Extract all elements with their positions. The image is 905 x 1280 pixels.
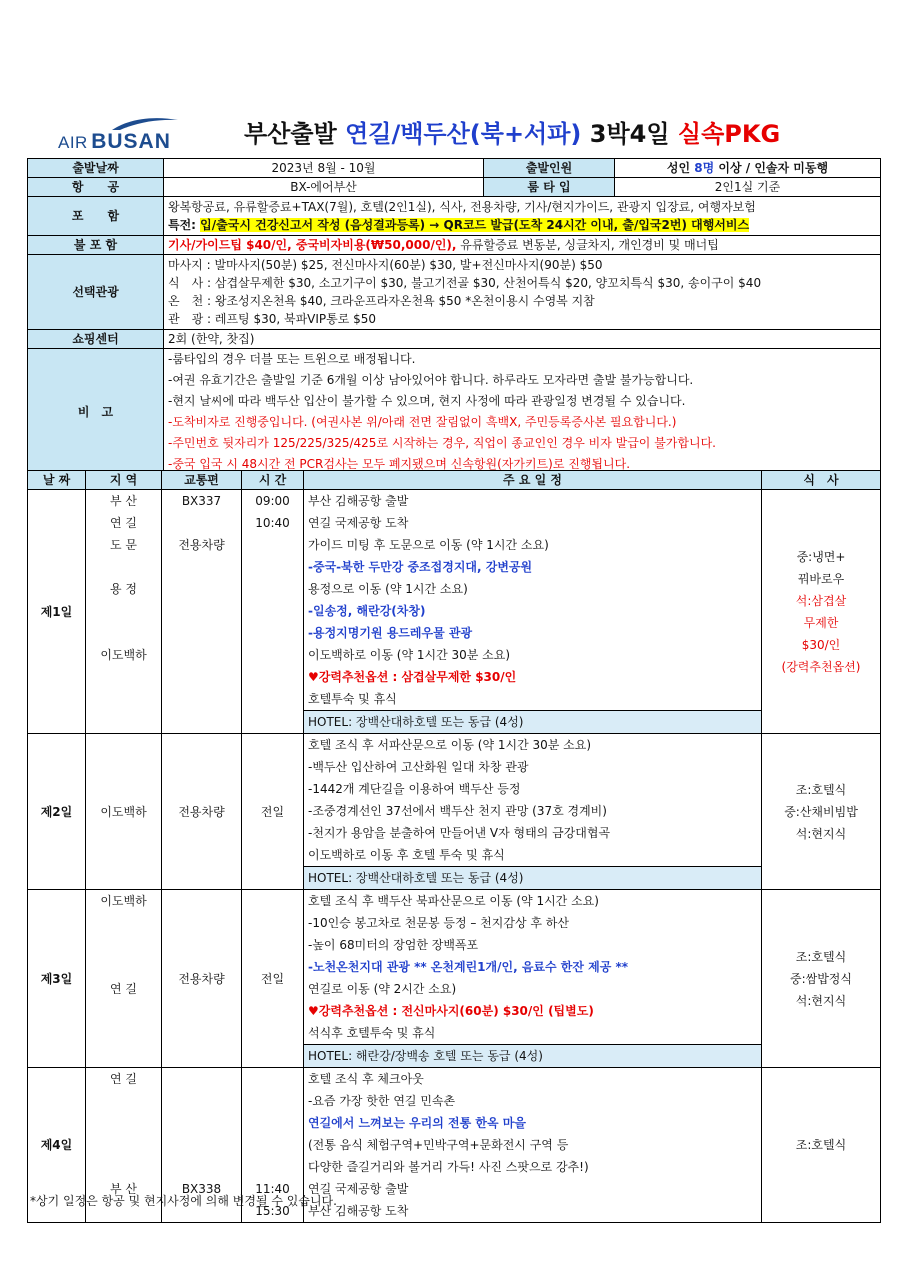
time: 15:30 (255, 1204, 290, 1218)
option-tour: 관 광 : 레프팅 $30, 북파VIP통로 $50 (168, 312, 377, 326)
exclude-label: 불 포 함 (28, 236, 164, 255)
meal: 무제한 (803, 615, 839, 630)
airline-label: 항 공 (28, 178, 164, 197)
itinerary-line: -중국-북한 두만강 중조접경지대, 강변공원 (308, 560, 533, 574)
itinerary-line: 연길로 이동 (약 2시간 소요) (308, 982, 457, 996)
day-label: 제3일 (28, 890, 86, 1068)
region: 부 산 (110, 494, 137, 508)
itinerary-line: -1442개 계단길을 이용하여 백두산 등정 (308, 782, 521, 796)
itinerary-line: 호텔 조식 후 백두산 북파산문으로 이동 (약 1시간 소요) (308, 894, 599, 908)
shopping-label: 쇼핑센터 (28, 330, 164, 349)
airline-value: BX-에어부산 (164, 178, 484, 197)
itinerary-line: -용정지명기원 용드레우물 관광 (308, 626, 473, 640)
itinerary-line: -높이 68미터의 장엄한 장백폭포 (308, 938, 479, 952)
itinerary-line: 연길 국제공항 도착 (308, 516, 409, 530)
meal: 조:호텔식 (795, 782, 847, 797)
title-part4: 실속PKG (677, 120, 781, 148)
option-value (164, 255, 881, 330)
time: 전일 (242, 734, 304, 890)
time: 09:00 (255, 494, 290, 508)
meal: 조:호텔식 (795, 949, 847, 964)
exclude-rest: 유류할증료 변동분, 싱글차지, 개인경비 및 매너팁 (456, 238, 719, 252)
region: 이도백하 (86, 734, 162, 890)
itinerary-line: 이도백하로 이동 후 호텔 투숙 및 휴식 (308, 848, 505, 862)
day4-itinerary (304, 1068, 762, 1223)
region: 부 산 (110, 1182, 137, 1196)
include-line1: 왕복항공료, 유류할증료+TAX(7월), 호텔(2인1실), 식사, 전용차량, 기사/현지가이드, 관광지 입장료, 여행자보험 (168, 200, 756, 214)
transport: BX337 (181, 494, 222, 508)
itinerary-line: -일송정, 해란강(차창) (308, 604, 426, 618)
time: 11:40 (255, 1182, 290, 1196)
itinerary-line: -조중경계선인 37선에서 백두산 천지 관망 (37호 경계비) (308, 804, 607, 818)
air-busan-logo (58, 116, 183, 156)
title-part2: 연길/백두산(북+서파) (345, 120, 582, 148)
include-bonus-label: 특전: (168, 218, 201, 232)
day3-regions (86, 890, 162, 1068)
title-part3: 3박4일 (589, 120, 670, 148)
hotel-line: HOTEL: 해란강/장백송 호텔 또는 동급 (4성) (304, 1044, 761, 1067)
itinerary-line: 이도백하로 이동 (약 1시간 30분 소요) (308, 648, 511, 662)
itinerary-line: 호텔투숙 및 휴식 (308, 692, 397, 706)
meal: 중:냉면+ (796, 549, 846, 564)
depart-date-label: 출발날짜 (28, 159, 164, 178)
region: 이도백하 (100, 648, 147, 662)
region (86, 622, 161, 644)
shopping-value: 2회 (한약, 찻집) (164, 330, 881, 349)
page-header (0, 108, 905, 160)
itinerary-line: 연길에서 느껴보는 우리의 전통 한옥 마을 (308, 1116, 526, 1130)
option-label: 선택관광 (28, 255, 164, 330)
itinerary-option-line: ♥강력추천옵션 : 전신마사지(60분) $30/인 (팁별도) (308, 1004, 594, 1018)
meal: 석:삼겹살 (795, 593, 847, 608)
footer-note: *상기 일정은 항공 및 현지사정에 의해 변경될 수 있습니다. (30, 1194, 337, 1208)
note-line: -여권 유효기간은 출발일 기준 6개월 이상 남아있어야 합니다. 하루라도 모자라면 출발 불가능합니다. (168, 373, 694, 387)
note-line-red: -도착비자로 진행중입니다. (여권사본 위/아래 전면 잘림없이 흑백X, 주민등록증사본 필요합니다.) (168, 415, 677, 429)
note-line-red: -주민번호 뒷자리가 125/225/325/425로 시작하는 경우, 직업이 종교인인 경우 비자 발급이 불가합니다. (168, 436, 716, 450)
itinerary-line: 용정으로 이동 (약 1시간 소요) (308, 582, 468, 596)
col-region: 지 역 (86, 471, 162, 490)
day1-times (242, 490, 304, 734)
meal: 중:산채비빔밥 (784, 804, 858, 819)
col-itinerary: 주 요 일 정 (304, 471, 762, 490)
day2-meals (762, 734, 881, 890)
day4-meals (762, 1068, 881, 1223)
region (86, 556, 161, 578)
itinerary-line: -백두산 입산하여 고산화원 일대 차창 관광 (308, 760, 529, 774)
time: 10:40 (255, 516, 290, 530)
hotel-line: HOTEL: 장백산대하호텔 또는 동급 (4성) (304, 866, 761, 889)
itinerary-line: 부산 김해공항 도착 (308, 1204, 409, 1218)
region: 연 길 (110, 516, 137, 530)
meal: 석:현지식 (795, 993, 847, 1008)
room-value: 2인1실 기준 (615, 178, 881, 197)
col-transport: 교통편 (162, 471, 242, 490)
hotel-line: HOTEL: 장백산대하호텔 또는 동급 (4성) (304, 710, 761, 733)
logo-busan: BUSAN (91, 130, 171, 153)
region: 연 길 (110, 982, 137, 996)
meal: 석:현지식 (795, 826, 847, 841)
itinerary-line: -10인승 봉고차로 천문봉 등정 – 천지감상 후 하산 (308, 916, 569, 930)
note-line-red: -중국 입국 시 48시간 전 PCR검사는 모두 폐지됐으며 신속항원(자가키트)로 진행됩니다. (168, 457, 631, 471)
logo-air: AIR (58, 133, 88, 152)
notes-label: 비 고 (28, 349, 164, 476)
people-post: 이상 / 인솔자 미동행 (718, 161, 829, 175)
itinerary-line: 연길 국제공항 출발 (308, 1182, 409, 1196)
notes-value (164, 349, 881, 476)
exclude-red: 기사/가이드팁 $40/인, 중국비자비용(₩50,000/인), (168, 238, 457, 252)
transport: 전용차량 (162, 890, 242, 1068)
day1-regions (86, 490, 162, 734)
meal: 조:호텔식 (795, 1138, 847, 1152)
include-value (164, 197, 881, 236)
note-line: -현지 날씨에 따라 백두산 입산이 불가할 수 있으며, 현지 사정에 따라 관광일정 변경될 수 있습니다. (168, 394, 686, 408)
transport: 전용차량 (162, 734, 242, 890)
day1-transport (162, 490, 242, 734)
col-meal: 식 사 (762, 471, 881, 490)
itinerary-option-line: ♥강력추천옵션 : 삼겹살무제한 $30/인 (308, 670, 517, 684)
depart-date: 2023년 8월 - 10월 (164, 159, 484, 178)
page-title (244, 114, 780, 149)
info-table (27, 158, 881, 476)
region: 용 정 (110, 582, 137, 596)
include-line2 (168, 216, 876, 234)
region: 연 길 (110, 1072, 137, 1086)
transport (162, 512, 241, 534)
col-time: 시 간 (242, 471, 304, 490)
day-label: 제4일 (28, 1068, 86, 1223)
title-part1: 부산출발 (244, 120, 337, 148)
itinerary-line: 호텔 조식 후 체크아웃 (308, 1072, 424, 1086)
itinerary-line: 호텔 조식 후 서파산문으로 이동 (약 1시간 30분 소요) (308, 738, 592, 752)
people-count: 8명 (694, 161, 715, 175)
option-spa: 온 천 : 왕조성지온천욕 $40, 크라운프라자온천욕 $50 *온천이용시 수영복 지참 (168, 294, 595, 308)
region (86, 600, 161, 622)
note-line: -룸타입의 경우 더블 또는 트윈으로 배정됩니다. (168, 352, 416, 366)
people-pre: 성인 (666, 161, 691, 175)
itinerary-line: 가이드 미팅 후 도문으로 이동 (약 1시간 소요) (308, 538, 549, 552)
schedule-table (27, 470, 881, 1223)
exclude-value (164, 236, 881, 255)
transport: BX338 (181, 1182, 222, 1196)
include-label: 포 함 (28, 197, 164, 236)
meal: $30/인 (801, 637, 841, 652)
option-massage: 마사지 : 발마사지(50분) $25, 전신마사지(60분) $30, 발+전신마사지(90분) $50 (168, 258, 603, 272)
day3-meals (762, 890, 881, 1068)
room-label: 룸 타 입 (484, 178, 615, 197)
itinerary-line: -천지가 용암을 분출하여 만들어낸 V자 형태의 금강대협곡 (308, 826, 611, 840)
itinerary-line: 다양한 즐길거리와 볼거리 가득! 사진 스팟으로 강추!) (308, 1160, 589, 1174)
day-label: 제2일 (28, 734, 86, 890)
itinerary-line: -노천온천지대 관광 ** 온천계린1개/인, 음료수 한잔 제공 ** (308, 960, 629, 974)
include-bonus-highlight: 입/출국시 건강신고서 작성 (음성결과등록) → QR코드 발급(도착 24시간 이내, 출/입국2번) 대행서비스 (200, 218, 750, 232)
itinerary-line: 부산 김해공항 출발 (308, 494, 409, 508)
itinerary-line: (전통 음식 체험구역+민박구역+문화전시 구역 등 (308, 1138, 569, 1152)
day-label: 제1일 (28, 490, 86, 734)
meal: 꿔바로우 (797, 571, 845, 586)
day1-itinerary (304, 490, 762, 734)
meal: (강력추천옵션) (781, 659, 861, 674)
transport: 전용차량 (178, 538, 225, 552)
day3-itinerary (304, 890, 762, 1068)
people-label: 출발인원 (484, 159, 615, 178)
time: 전일 (242, 890, 304, 1068)
day1-meals (762, 490, 881, 734)
col-day: 날 짜 (28, 471, 86, 490)
meal: 중:쌈밥정식 (789, 971, 852, 986)
region: 도 문 (110, 538, 137, 552)
day2-itinerary (304, 734, 762, 890)
itinerary-line: -요즘 가장 핫한 연길 민속촌 (308, 1094, 456, 1108)
option-meal: 식 사 : 삼겹살무제한 $30, 소고기구이 $30, 불고기전골 $30, 산천어특식 $20, 양꼬치특식 $30, 송이구이 $40 (168, 276, 762, 290)
itinerary-line: 석식후 호텔투숙 및 휴식 (308, 1026, 436, 1040)
people-value (615, 159, 881, 178)
region: 이도백하 (100, 894, 147, 908)
